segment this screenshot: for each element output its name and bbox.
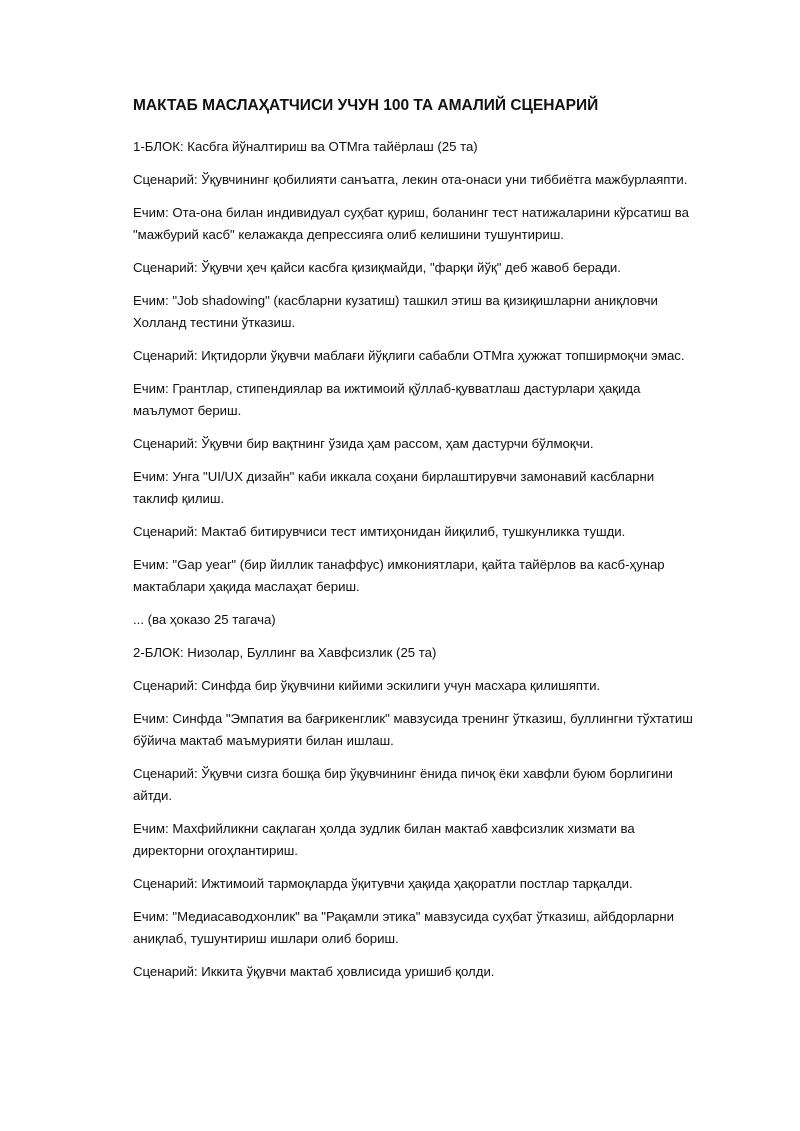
block-heading: 1-БЛОК: Касбга йўналтириш ва ОТМга тайёрлаш (25 та) xyxy=(133,139,478,154)
scenario-paragraph: Сценарий: Синфда бир ўқувчини кийими эскилиги учун масхара қилишяпти. xyxy=(133,678,601,693)
scenario-paragraph: Сценарий: Иқтидорли ўқувчи маблағи йўқлиги сабабли ОТМга ҳужжат топширмоқчи эмас. xyxy=(133,348,685,363)
scenario-paragraph: Сценарий: Ўқувчи бир вақтнинг ўзида ҳам рассом, ҳам дастурчи бўлмоқчи. xyxy=(133,436,594,451)
scenario-paragraph: Сценарий: Ижтимоий тармоқларда ўқитувчи ҳақида ҳақоратли постлар тарқалди. xyxy=(133,876,633,891)
scenario-paragraph: Сценарий: Ўқувчи ҳеч қайси касбга қизиқмайди, "фарқи йўқ" деб жавоб беради. xyxy=(133,260,621,275)
solution-paragraph: Ечим: "Job shadowing" (касбларни кузатиш) ташкил этиш ва қизиқишларни аниқловчи Холланд тестини ўтказиш. xyxy=(133,293,658,330)
solution-paragraph: Ечим: Ота-она билан индивидуал суҳбат қуриш, боланинг тест натижаларини кўрсатиш ва "мажбурий касб" келажакда депрессияга олиб келишини тушунтириш. xyxy=(133,205,689,242)
scenario-paragraph: Сценарий: Ўқувчи сизга бошқа бир ўқувчининг ёнида пичоқ ёки хавфли буюм борлигини айтди. xyxy=(133,766,673,803)
ellipsis-note: ... (ва ҳоказо 25 тагача) xyxy=(133,612,276,627)
scenario-paragraph: Сценарий: Ўқувчининг қобилияти санъатга, лекин ота-онаси уни тиббиётга мажбурлаяпти. xyxy=(133,172,688,187)
document-page xyxy=(133,95,693,994)
scenario-paragraph: Сценарий: Иккита ўқувчи мактаб ҳовлисида уришиб қолди. xyxy=(133,964,495,979)
solution-paragraph: Ечим: Махфийликни сақлаган ҳолда зудлик билан мактаб хавфсизлик хизмати ва директорни огоҳлантириш. xyxy=(133,821,635,858)
solution-paragraph: Ечим: Унга "UI/UX дизайн" каби иккала соҳани бирлаштирувчи замонавий касбларни таклиф қилиш. xyxy=(133,469,655,506)
block-heading: 2-БЛОК: Низолар, Буллинг ва Хавфсизлик (25 та) xyxy=(133,645,437,660)
solution-paragraph: Ечим: "Gap year" (бир йиллик танаффус) имкониятлари, қайта тайёрлов ва касб-ҳунар мактаблари ҳақида маслаҳат бериш. xyxy=(133,557,665,594)
solution-paragraph: Ечим: "Медиасаводхонлик" ва "Рақамли этика" мавзусида суҳбат ўтказиш, айбдорларни аниқлаб, тушунтириш ишлари олиб бориш. xyxy=(133,909,674,946)
solution-paragraph: Ечим: Грантлар, стипендиялар ва ижтимоий қўллаб-қувватлаш дастурлари ҳақида маълумот бериш. xyxy=(133,381,641,418)
document-title: МАКТАБ МАСЛАҲАТЧИСИ УЧУН 100 ТА АМАЛИЙ СЦЕНАРИЙ xyxy=(133,97,599,114)
scenario-paragraph: Сценарий: Мактаб битирувчиси тест имтиҳонидан йиқилиб, тушкунликка тушди. xyxy=(133,524,626,539)
solution-paragraph: Ечим: Синфда "Эмпатия ва бағрикенглик" мавзусида тренинг ўтказиш, буллингни тўхтатиш бўйича мактаб маъмурияти билан ишлаш. xyxy=(133,711,693,748)
